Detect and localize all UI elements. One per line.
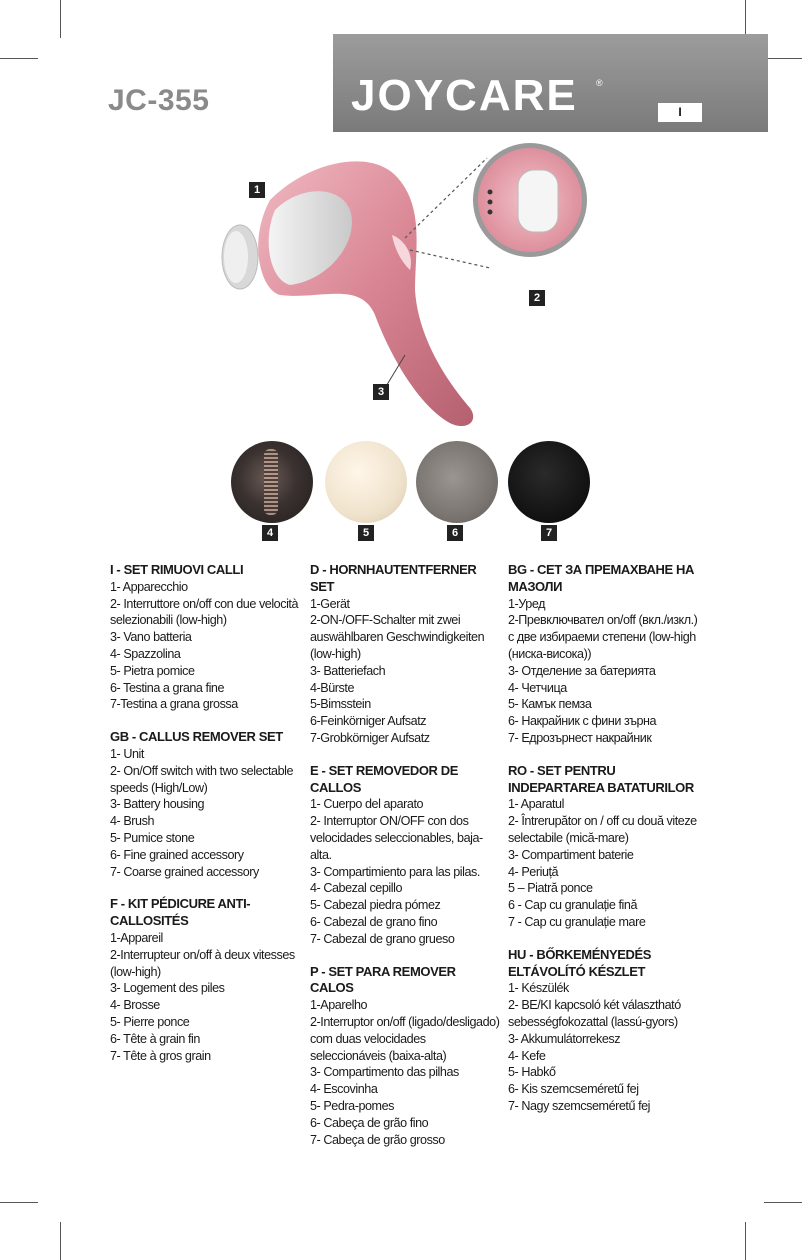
list-item: 2-ON-/OFF-Schalter mit zwei auswählbaren Geschwindigkeiten (low-high) <box>310 613 485 661</box>
list-item: 3- Akkumulátorrekesz <box>508 1031 621 1046</box>
crop-mark <box>60 0 61 38</box>
list-item: 6- Накрайник с фини зърна <box>508 714 657 729</box>
list-item: 7-Grobkörniger Aufsatz <box>310 730 430 745</box>
list-item: 5-Bimsstein <box>310 697 371 712</box>
list-item: 1-Уред <box>508 596 546 611</box>
list-item: 2-Interruptor on/off (ligado/desligado) com duas velocidades seleccionáveis (baixa-alta) <box>310 1014 500 1063</box>
list-item: 3- Compartimento das pilhas <box>310 1065 459 1080</box>
crop-mark <box>764 58 802 59</box>
text-column-2 <box>310 562 502 1148</box>
list-item: 6- Cabezal de grano fino <box>310 914 438 929</box>
list-item: 6- Testina a grana fine <box>110 680 225 695</box>
list-item: 4- Kefe <box>508 1048 546 1063</box>
section-bg <box>508 562 700 747</box>
list-item: 6-Feinkörniger Aufsatz <box>310 714 427 729</box>
list-item: 3- Logement des piles <box>110 981 225 996</box>
list-item: 5- Pumice stone <box>110 830 195 845</box>
list-item: 2- Întrerupător on / off cu două viteze selectabile (mică-mare) <box>508 814 697 845</box>
text-column-3 <box>508 562 700 1115</box>
list-item: 1-Aparelho <box>310 998 368 1013</box>
list-item: 1-Appareil <box>110 930 163 945</box>
crop-mark <box>60 1222 61 1260</box>
section-title: F - KIT PÉDICURE ANTI-CALLOSITÉS <box>110 896 251 929</box>
figure-label-1: 1 <box>249 182 265 198</box>
list-item: 7 - Cap cu granulație mare <box>508 914 646 929</box>
list-item: 4- Четчица <box>508 680 567 695</box>
section-title: E - SET REMOVEDOR DE CALLOS <box>310 762 459 795</box>
figure-label-7: 7 <box>541 525 557 541</box>
section-de <box>310 562 502 747</box>
list-item: 4- Escovinha <box>310 1082 378 1097</box>
section-es <box>310 763 502 948</box>
crop-mark <box>0 1202 38 1203</box>
brush-accessory <box>231 441 313 523</box>
section-ro <box>508 763 700 931</box>
figure-label-4: 4 <box>262 525 278 541</box>
list-item: 7- Cabeça de grão grosso <box>310 1132 445 1147</box>
section-title: P - SET PARA REMOVER CALOS <box>310 963 456 996</box>
list-item: 4- Cabezal cepillo <box>310 881 403 896</box>
list-item: 7- Tête à gros grain <box>110 1048 211 1063</box>
section-hu <box>508 947 700 1115</box>
brush-head <box>222 225 258 289</box>
list-item: 4- Periuță <box>508 864 559 879</box>
language-code: I <box>658 103 702 122</box>
list-item: 7- Nagy szemcseméretű fej <box>508 1098 651 1113</box>
list-item: 3- Compartimiento para las pilas. <box>310 864 480 879</box>
list-item: 5- Cabezal piedra pómez <box>310 898 441 913</box>
coarse-grain-accessory <box>508 441 590 523</box>
list-item: 5- Pedra-pomes <box>310 1098 394 1113</box>
registered-mark: ® <box>596 78 603 88</box>
section-title: I - SET RIMUOVI CALLI <box>110 562 244 577</box>
list-item: 7- Едрозърнест накрайник <box>508 730 652 745</box>
crop-mark <box>764 1202 802 1203</box>
list-item: 5- Habkő <box>508 1065 556 1080</box>
figure-label-5: 5 <box>358 525 374 541</box>
section-title: GB - CALLUS REMOVER SET <box>110 729 283 745</box>
list-item: 2- BE/KI kapcsoló két választható sebességfokozattal (lassú-gyors) <box>508 998 681 1029</box>
fine-grain-accessory <box>416 441 498 523</box>
list-item: 1-Gerät <box>310 596 350 611</box>
brand-logo: JOYCARE <box>351 71 578 120</box>
list-item: 5- Pierre ponce <box>110 1014 190 1029</box>
list-item: 2-Превключвател on/off (вкл./изкл.) с две избираеми степени (low-high (ниска-висока)) <box>508 613 698 661</box>
section-gb <box>110 729 302 880</box>
list-item: 6- Kis szemcseméretű fej <box>508 1082 639 1097</box>
list-item: 4-Bürste <box>310 680 354 695</box>
section-title: D - HORNHAUTENTFERNER SET <box>310 562 477 594</box>
list-item: 7- Cabezal de grano grueso <box>310 931 455 946</box>
list-item: 3- Batteriefach <box>310 663 386 678</box>
list-item: 6- Cabeça de grão fino <box>310 1115 429 1130</box>
list-item: 6 - Cap cu granulație fină <box>508 898 638 913</box>
pumice-stone-accessory <box>325 441 407 523</box>
list-item: 2-Interrupteur on/off à deux vitesses (low-high) <box>110 947 295 979</box>
section-title: HU - BŐRKEMÉNYEDÉS ELTÁVOLÍTÓ KÉSZLET <box>508 946 652 979</box>
list-item: 3- Compartiment baterie <box>508 847 634 862</box>
list-item: 3- Отделение за батерията <box>508 663 656 678</box>
text-column-1 <box>110 562 302 1064</box>
list-item: 7- Coarse grained accessory <box>110 864 259 879</box>
list-item: 1- Aparatul <box>508 797 564 812</box>
section-title: BG - СЕТ ЗА ПРЕМАХВАНЕ НА МАЗОЛИ <box>508 562 694 594</box>
figure-label-6: 6 <box>447 525 463 541</box>
list-item: 4- Spazzolina <box>110 646 181 661</box>
figure-label-3: 3 <box>373 384 389 400</box>
list-item: 1- Apparecchio <box>110 579 188 594</box>
list-item: 2- Interruttore on/off con due velocità selezionabili (low-high) <box>110 596 299 628</box>
brand-banner <box>333 34 768 132</box>
section-title: RO - SET PENTRU INDEPARTAREA BATATURILOR <box>508 762 694 795</box>
crop-mark <box>745 0 746 38</box>
section-fr <box>110 896 302 1064</box>
list-item: 5- Камък пемза <box>508 697 592 712</box>
model-number: JC-355 <box>108 84 210 117</box>
list-item: 4- Brush <box>110 814 154 829</box>
list-item: 1- Cuerpo del aparato <box>310 797 424 812</box>
list-item: 7-Testina a grana grossa <box>110 697 238 712</box>
list-item: 1- Unit <box>110 746 144 761</box>
list-item: 3- Battery housing <box>110 797 205 812</box>
section-pt <box>310 964 502 1149</box>
list-item: 5- Pietra pomice <box>110 663 195 678</box>
list-item: 2- Interruptor ON/OFF con dos velocidades seleccionables, baja-alta. <box>310 814 483 862</box>
switch-zoom <box>473 143 587 257</box>
section-it <box>110 562 302 713</box>
list-item: 6- Tête à grain fin <box>110 1031 200 1046</box>
list-item: 3- Vano batteria <box>110 630 192 645</box>
crop-mark <box>0 58 38 59</box>
figure-label-2: 2 <box>529 290 545 306</box>
list-item: 6- Fine grained accessory <box>110 847 244 862</box>
list-item: 5 – Piatră ponce <box>508 881 593 896</box>
list-item: 2- On/Off switch with two selectable speeds (High/Low) <box>110 763 294 795</box>
list-item: 1- Készülék <box>508 981 569 996</box>
list-item: 4- Brosse <box>110 998 160 1013</box>
crop-mark <box>745 1222 746 1260</box>
